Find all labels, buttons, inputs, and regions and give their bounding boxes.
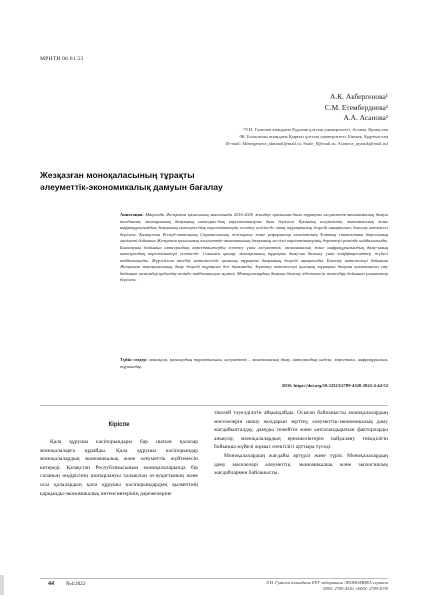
body-paragraph: Моноқалалардың жағдайы әртүрлі және түрлі. Моноқалалардың даму мәселелері әлеуметтік, экономикалық және экологиялық жағдайлармен байланысты,: [214, 452, 388, 477]
article-title-line: Жезқазған моноқаласының тұрақты: [40, 170, 195, 180]
body-column-right: [214, 409, 388, 478]
abstract-text: Мақалада Жезқазған қаласының мысалында 2016-2020 жылдар аралығын-дағы тұрақты әлеуметтік-экономикалық дамуы талданған, моноқаланың дамуының интеграл-дық көрсеткіштеріне баға берілген. Қаланың әлеуметтік, экономикалық және инфрақұрылымдық дамуының интеграл-дық көрсеткіштерін есептеу негізін-де оның тұрақтылық деңгейі анықталып, бағалау нәтижесі берілген. Қазақстан Респуб-ликасының Стратегиялық жоспарлау және реформалар агенттігінің Ұлттық статистика бюросының мәліметі бойынша Жезқазған қаласының әлеуметтік-экономикалық дамуының не-гізгі көрсеткіштерінің деректері ретінде пайдаланылды. Бағалаушы бойынша интегралдық көрсеткіштердің есептеу үшін әлеуметтік, экономикалық және инфрақұрылымдық даму-ының интегралдық көрсеткіштері есептелді. Сонымен қатар, моноқаланың тұрақты даму-ын бағалау үшін коэффициенттер жүйесі пайдаланылды. Жүргізілген талдау нәтижесінде қаланың тұрақты дамуының деңгейі анықталды. Бағалау нәтижелері бойынша Жезқазған моноқаласының даму деңгейі тұрақсыз деп бағаланды. Зерттеу нәтижелері қаланың тұрақты дамуын қамтамасыз ету бойынша шешімдер қабылдау кезінде пайдаланылуы мүмкін. Моноқалалардың дамуын бағалау әдістемесін жетілдіру бойынша ұсыныстар берілген.: [120, 212, 389, 283]
affiliation-email-line: (E-mail: Akbergenova_akmaral@mail.ru, Saule_8@mail.ru, Asanova_ayzatik@mail.ru): [225, 141, 388, 147]
issue-number: №4/2022: [66, 581, 86, 587]
author-list: [325, 92, 388, 124]
body-paragraph: тікелей тәуелділігін айқындайды. Осыған байланысты моноқалалардың мәселелерін шешу жолдарын зерттеу, әлеуметтік-экономикалық даму жағдайынталдау, дамуды тежейтін және ынталандыратын факторларды анықтау, моноқалалардың ерекшеліктерін пайдалану тиімділігін бойынша жүйелі жұмыс өзектілігі арттыра түседі.: [214, 410, 388, 451]
footer-divider: [40, 578, 388, 579]
abstract-label: Аннотация.: [120, 212, 144, 217]
article-title-line: әлеуметтік-экономикалық дамуын бағалау: [40, 181, 223, 192]
doi-link[interactable]: DOI: https://doi.org/10.32523/2789-4320-2022-4-44-52: [282, 383, 388, 388]
author-name: А.К. Акбергенова¹: [330, 92, 388, 101]
affiliation-line: ²Ж. Баласағын атындағы Қырғыз ұлттық университеті, Бішкек, Қырғызстан: [239, 134, 388, 140]
author-name: С.М. Етембердиева²: [324, 102, 388, 112]
affiliation-line: ¹Л.Н. Гумилев атындағы Еуразия ұлттық университеті, Астана, Қазақстан: [243, 127, 388, 132]
keywords-label: Түйін сөздер:: [120, 357, 148, 362]
journal-issn: ISSN: 2789-4320, eISSN: 2789-4339: [323, 586, 388, 591]
keywords: [120, 357, 388, 370]
author-name: А.А. Асанова²: [343, 113, 388, 122]
journal-info: [198, 580, 388, 592]
article-title: [40, 170, 340, 193]
page-number: 44: [48, 581, 54, 587]
divider: [40, 405, 388, 406]
mrnti-code: МРНТИ 06.61.53: [40, 56, 84, 62]
journal-name: Л.Н. Гумилев атындағы ЕҰУ хабаршысы ЭКОНОМИКА сериясы: [265, 580, 388, 585]
page-edge-marker: [0, 575, 4, 595]
section-heading: Кіріспе: [108, 422, 130, 428]
affiliations: [158, 126, 388, 148]
keywords-text: моноқала, қалалардың тұрақтылығы, әлеуметтік – экономикалық даму, интегралдық индекс, көрсеткіш, инфрақұрылым, тұрғындар.: [120, 357, 389, 369]
body-column-left: [40, 418, 198, 498]
body-paragraph: Қала құрушы кәсіпорындары бар шағын қалалар моноқалаларға құрайды. Қала құрушы кәсіпорындар моноқалалардың экономикалық және әлеуметтік жүйтемесін көтереді. Қазақстан Республикасының моноқалаларында бір саланың өндірісінің шоғырлануы халықтың аз-ауқаттының және осы қалалардың қала құрушы кәсіпорындардың қызметінің қарқынды-экономикалық интенсивтерінің дәрежелеріне: [40, 439, 198, 497]
abstract: [120, 212, 388, 284]
